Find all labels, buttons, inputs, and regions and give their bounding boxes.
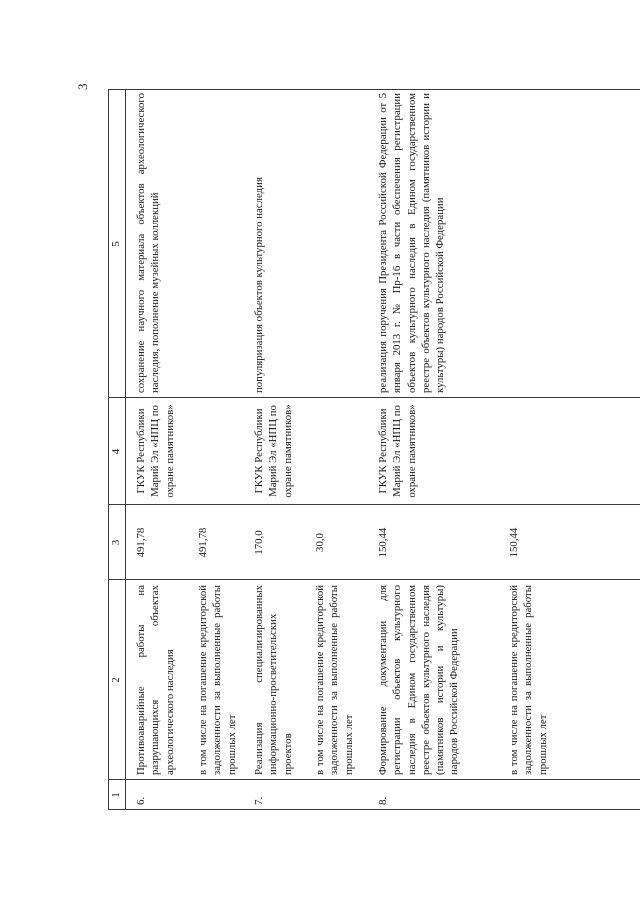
row-7-result: популяризация объектов культурного наследия bbox=[253, 177, 265, 393]
row-8-title: Формирование документации для регистрации объектов культурного наследия в Едином государственном реестре объектов культурного наследия (памятников истории и культуры) народов Российской Федерации bbox=[377, 585, 461, 775]
header-col-1: 1 bbox=[110, 792, 122, 798]
row-8-result: реализация поручения Президента Российской Федерации от 5 января 2013 г. № Пр-16 в части обеспечения регистрации объектов культурного наследия в Едином государственном реестре объектов культурного наследия (памятников истории и культуры) народов Российской Федерации bbox=[377, 93, 447, 393]
header-col-2: 2 bbox=[110, 677, 122, 683]
row-8-amount: 150,44 bbox=[377, 527, 389, 558]
page-number: 3 bbox=[75, 83, 90, 90]
header-row-bottom-line bbox=[125, 90, 126, 810]
row-6-amount: 491,78 bbox=[135, 527, 147, 558]
row-6-sub-amount: 491,78 bbox=[197, 527, 209, 558]
header-col-4: 4 bbox=[110, 448, 122, 455]
row-6-result: сохранение научного материала объектов археологического наследия, пополнение музейных коллекций bbox=[135, 93, 162, 393]
header-col-5: 5 bbox=[110, 241, 122, 247]
row-7-sub-amount: 30,0 bbox=[314, 533, 326, 552]
row-6-number: 6. bbox=[135, 796, 147, 805]
row-7-executor: ГКУК Республики Марий Эл «НПЦ по охране памятников» bbox=[253, 404, 294, 498]
row-8-sub-title: в том числе на погашение кредиторской задолженности за выполненные работы прошлых лет bbox=[508, 585, 549, 775]
table-col-divider-2 bbox=[108, 579, 640, 580]
row-7-amount: 170,0 bbox=[253, 530, 265, 555]
row-6-executor: ГКУК Республики Марий Эл «НПЦ по охране памятников» bbox=[135, 404, 176, 498]
row-8-sub-amount: 150,44 bbox=[508, 527, 520, 558]
row-7-title: Реализация специализированных информационно-просветительских проектов bbox=[253, 585, 294, 775]
row-6-sub-title: в том числе на погашение кредиторской задолженности за выполненные работы прошлых лет bbox=[197, 585, 238, 775]
table-col-divider-1 bbox=[108, 779, 640, 780]
row-6-title: Противоаварийные работы на разрушающихся объектах археологического наследия bbox=[135, 585, 176, 775]
table-col-divider-4 bbox=[108, 397, 640, 398]
table-border-left bbox=[108, 809, 640, 810]
table-border-right bbox=[108, 89, 640, 90]
row-8-executor: ГКУК Республики Марий Эл «НПЦ по охране памятников» bbox=[377, 404, 418, 498]
header-col-3: 3 bbox=[110, 539, 122, 546]
table-col-divider-3 bbox=[108, 504, 640, 505]
row-7-sub-title: в том числе на погашение кредиторской задолженности за выполненные работы прошлых лет bbox=[314, 585, 355, 775]
row-7-number: 7. bbox=[253, 796, 265, 805]
row-8-number: 8. bbox=[377, 796, 389, 805]
